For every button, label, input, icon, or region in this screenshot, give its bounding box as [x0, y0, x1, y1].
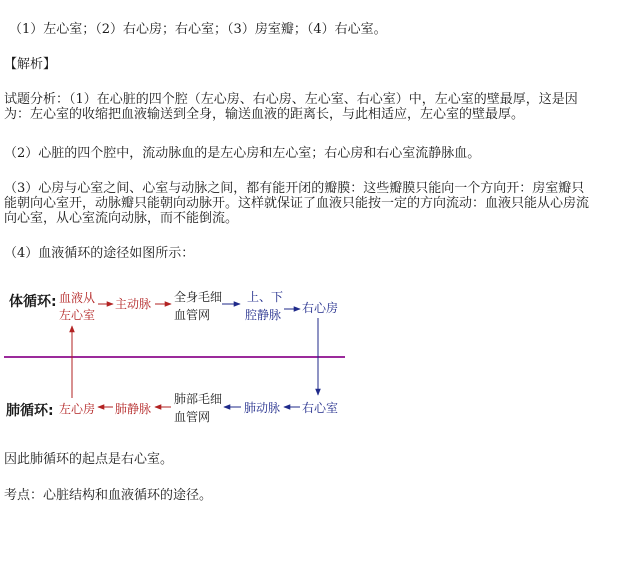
conclusion-text: 因此肺循环的起点是右心室。 — [4, 452, 174, 467]
analysis-paragraph-4: （4）血液循环的途径如图所示： — [4, 246, 195, 261]
right-ventricle-label: 右心室 — [302, 401, 339, 415]
right-atrium-label: 右心房 — [302, 301, 339, 315]
left-ventricle-start-label-2: 左心室 — [59, 308, 96, 322]
pulmonary-circulation-title: 肺循环: — [6, 403, 54, 419]
analysis-paragraph-2: （2）心脏的四个腔中，流动脉血的是左心房和左心室；右心房和右心室流静脉血。 — [4, 146, 481, 161]
analysis-line: 向心室，从心室流向动脉，而不能倒流。 — [4, 211, 239, 226]
left-atrium-label: 左心房 — [59, 402, 96, 416]
pulmonary-artery-label: 肺动脉 — [244, 401, 281, 415]
analysis-line: 为：左心室的收缩把血液输送到全身，输送血液的距离长，与此相适应，左心室的壁最厚。 — [4, 107, 525, 122]
left-ventricle-start-label-1: 血液从 — [59, 291, 96, 305]
systemic-capillary-label-2: 血管网 — [174, 308, 211, 322]
analysis-line: 能朝向心室开，动脉瓣只能朝向动脉开。这样就保证了血液只能按一定的方向流动：血液只能从心房流 — [4, 196, 590, 211]
answer-line: （1）左心室；（2）右心房；右心室；（3）房室瓣；（4）右心室。 — [9, 22, 387, 37]
analysis-line: （3）心房与心室之间、心室与动脉之间，都有能开闭的瓣膜：这些瓣膜只能向一个方向开：房室瓣只 — [4, 181, 585, 196]
vena-cava-label-2: 腔静脉 — [245, 308, 282, 322]
pulmonary-capillary-label-1: 肺部毛细 — [174, 392, 223, 406]
analysis-line: 试题分析：（1）在心脏的四个腔（左心房、右心房、左心室、右心室）中，左心室的壁最厚，这是因 — [4, 92, 578, 107]
aorta-label: 主动脉 — [115, 297, 152, 311]
systemic-circulation-title: 体循环: — [9, 294, 57, 310]
systemic-capillary-label-1: 全身毛细 — [174, 290, 223, 304]
key-point-text: 考点：心脏结构和血液循环的途径。 — [4, 488, 213, 503]
pulmonary-capillary-label-2: 血管网 — [174, 410, 211, 424]
pulmonary-vein-label: 肺静脉 — [115, 402, 152, 416]
section-heading: 【解析】 — [4, 57, 57, 72]
vena-cava-label-1: 上、下 — [247, 290, 284, 304]
